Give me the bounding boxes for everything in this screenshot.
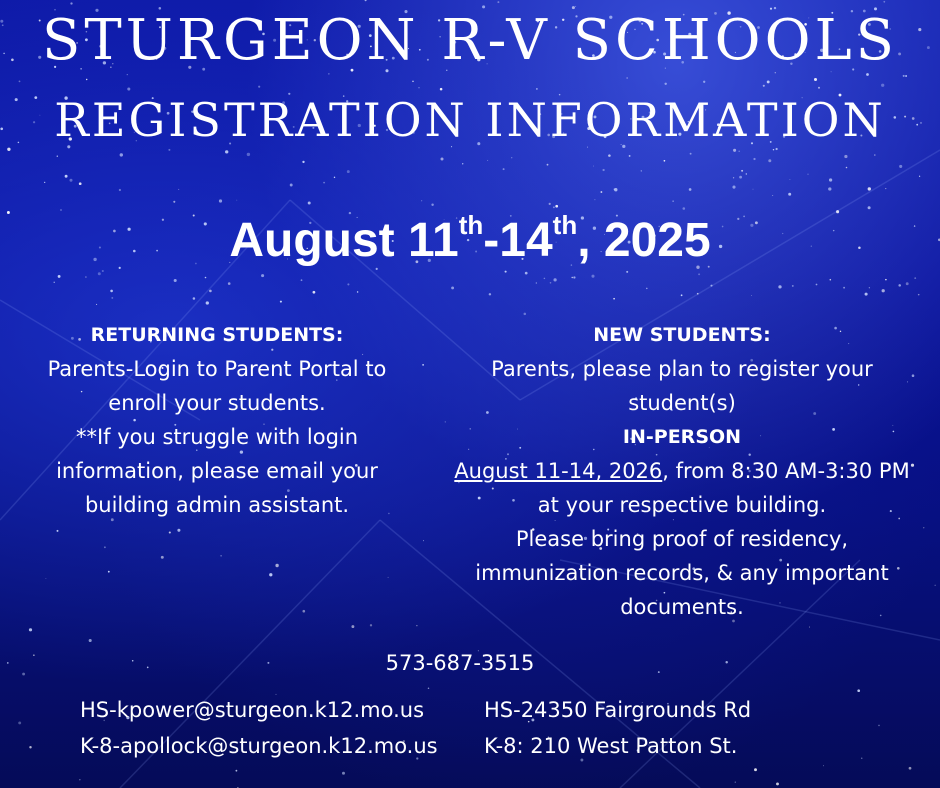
new-date-link: August 11-14, 2026 [454, 459, 663, 483]
sparkle-dot [868, 187, 871, 190]
sparkle-dot [544, 278, 546, 280]
sparkle-dot [57, 530, 59, 532]
sparkle-dot [247, 153, 250, 156]
sparkle-dot [173, 201, 175, 203]
sparkle-dot [120, 153, 123, 156]
registration-dates [0, 206, 940, 276]
sparkle-dot [753, 189, 754, 190]
sparkle-dot [421, 200, 422, 201]
sparkle-dot [228, 282, 231, 285]
sparkle-dot [29, 746, 31, 748]
sparkle-dot [899, 165, 902, 168]
sparkle-dot [536, 88, 538, 90]
sparkle-dot [177, 529, 180, 532]
sparkle-dot [733, 177, 734, 178]
sparkle-dot [347, 170, 350, 173]
returning-line-4: information, please email your [56, 459, 378, 483]
sparkle-dot [874, 154, 876, 156]
sparkle-dot [313, 291, 316, 294]
sparkle-dot [18, 721, 21, 724]
sparkle-dot [613, 188, 615, 190]
sparkle-dot [323, 182, 325, 184]
returning-students-section [8, 318, 426, 522]
sparkle-dot [664, 160, 666, 162]
sparkle-dot [451, 286, 454, 289]
sparkle-dot [418, 87, 419, 88]
sparkle-dot [111, 297, 113, 299]
sparkle-dot [169, 531, 171, 533]
returning-line-5: building admin assistant. [84, 493, 350, 517]
sparkle-dot [302, 161, 304, 163]
sparkle-dot [370, 624, 372, 626]
sparkle-dot [733, 149, 736, 152]
sparkle-dot [441, 158, 444, 161]
sparkle-dot [258, 86, 260, 88]
sparkle-dot [816, 284, 818, 286]
sparkle-dot [909, 767, 912, 770]
sparkle-dot [807, 174, 808, 175]
sparkle-dot [789, 179, 790, 180]
sparkle-dot [45, 578, 46, 579]
sparkle-dot [778, 285, 781, 288]
sparkle-dot [773, 149, 774, 150]
sparkle-dot [161, 556, 164, 559]
sparkle-dot [735, 782, 736, 783]
sparkle-dot [703, 81, 705, 83]
sparkle-dot [220, 555, 222, 557]
sparkle-dot [878, 725, 880, 727]
sparkle-dot [178, 189, 179, 190]
sparkle-dot [110, 290, 113, 293]
sparkle-dot [206, 301, 209, 304]
sparkle-dot [462, 163, 463, 164]
sparkle-dot [428, 687, 430, 689]
sparkle-dot [935, 585, 936, 586]
new-line-1: Parents, please plan to register your [491, 357, 873, 381]
sparkle-dot [269, 573, 272, 576]
sparkle-dot [79, 779, 80, 780]
k8-address: K-8: 210 West Patton St. [484, 734, 738, 758]
sparkle-dot [549, 203, 551, 205]
address-contacts [484, 692, 751, 764]
sparkle-dot [697, 293, 699, 295]
sparkle-dot [869, 287, 870, 288]
sparkle-dot [753, 158, 755, 160]
sparkle-dot [738, 150, 740, 152]
sparkle-dot [828, 187, 831, 190]
sparkle-dot [235, 770, 237, 772]
sparkle-dot [818, 87, 820, 89]
sparkle-dot [739, 176, 742, 179]
new-line-7: documents. [620, 595, 744, 619]
sparkle-dot [919, 176, 920, 177]
k8-email: K-8-apollock@sturgeon.k12.mo.us [80, 734, 438, 758]
sparkle-dot [767, 80, 770, 83]
sparkle-dot [594, 199, 595, 200]
sparkle-dot [334, 177, 335, 178]
sparkle-dot [772, 195, 773, 196]
sparkle-dot [70, 2, 72, 4]
sparkle-dot [54, 282, 55, 283]
returning-line-1: Parents-Login to Parent Portal to [47, 357, 387, 381]
date-year: , 2025 [577, 214, 711, 267]
sparkle-dot [57, 155, 58, 156]
sparkle-dot [823, 765, 824, 766]
sparkle-dot [487, 160, 488, 161]
sparkle-dot [573, 276, 575, 278]
sparkle-dot [193, 297, 196, 300]
sparkle-dot [347, 283, 349, 285]
sparkle-dot [865, 293, 868, 296]
sparkle-dot [302, 610, 305, 613]
sparkle-dot [629, 155, 631, 157]
sparkle-dot [775, 148, 777, 150]
sparkle-dot [44, 182, 45, 183]
new-line-4: at your respective building. [537, 493, 827, 517]
sparkle-dot [830, 279, 832, 281]
sparkle-dot [883, 1, 885, 3]
sparkle-dot [672, 200, 673, 201]
sparkle-dot [641, 170, 642, 171]
sparkle-dot [602, 169, 604, 171]
phone-number: 573-687-3515 [385, 651, 535, 675]
sparkle-dot [280, 301, 282, 303]
sparkle-dot [85, 276, 87, 278]
new-date-line [432, 454, 932, 488]
sparkle-dot [646, 288, 648, 290]
sparkle-dot [792, 285, 794, 287]
sparkle-dot [881, 84, 884, 87]
sparkle-dot [536, 282, 537, 283]
sparkle-dot [857, 689, 860, 692]
new-students-section [432, 318, 932, 624]
sparkle-dot [205, 277, 207, 279]
new-line-5: Please bring proof of residency, [515, 527, 849, 551]
sparkle-dot [627, 77, 628, 78]
page-title: STURGEON R-V SCHOOLS [41, 8, 899, 73]
sparkle-dot [681, 294, 683, 296]
sparkle-dot [440, 88, 443, 91]
sparkle-dot [885, 279, 887, 281]
sparkle-dot [809, 627, 810, 628]
sparkle-dot [79, 182, 82, 185]
new-line-2: student(s) [628, 391, 736, 415]
sparkle-dot [127, 87, 130, 90]
sparkle-dot [550, 282, 552, 284]
date-sup-1: th [458, 210, 484, 240]
new-heading: NEW STUDENTS: [593, 324, 771, 346]
sparkle-dot [763, 85, 765, 87]
sparkle-dot [882, 289, 885, 292]
sparkle-dot [524, 313, 527, 316]
sparkle-dot [829, 178, 832, 181]
in-person-label: IN-PERSON [622, 426, 742, 448]
sparkle-dot [290, 184, 293, 187]
sparkle-dot [600, 191, 602, 193]
sparkle-dot [608, 154, 611, 157]
sparkle-dot [751, 295, 752, 296]
date-start: August 11 [229, 214, 459, 267]
sparkle-dot [613, 298, 615, 300]
sparkle-dot [914, 277, 916, 279]
page-subtitle: REGISTRATION INFORMATION [54, 93, 886, 147]
sparkle-dot [844, 155, 847, 158]
sparkle-dot [357, 291, 358, 292]
sparkle-dot [416, 625, 417, 626]
sparkle-dot [19, 81, 21, 83]
sparkle-dot [301, 279, 303, 281]
returning-line-2: enroll your students. [108, 391, 326, 415]
returning-heading: RETURNING STUDENTS: [90, 324, 344, 346]
sparkle-dot [814, 78, 817, 81]
sparkle-dot [768, 159, 771, 162]
date-end: -14 [483, 214, 553, 267]
sparkle-dot [918, 294, 920, 296]
sparkle-dot [69, 179, 72, 182]
sparkle-dot [351, 625, 354, 628]
sparkle-dot [65, 175, 68, 178]
sparkle-dot [710, 285, 712, 287]
sparkle-dot [846, 167, 848, 169]
sparkle-dot [89, 639, 92, 642]
sparkle-dot [275, 564, 278, 567]
sparkle-dot [664, 83, 666, 85]
sparkle-dot [593, 166, 594, 167]
sparkle-dot [342, 772, 345, 775]
sparkle-dot [388, 577, 389, 578]
sparkle-dot [689, 188, 692, 191]
sparkle-dot [423, 540, 424, 541]
returning-line-3: **If you struggle with login [75, 425, 359, 449]
sparkle-dot [236, 200, 237, 201]
sparkle-dot [861, 758, 862, 759]
new-time: , from 8:30 AM-3:30 PM [662, 459, 910, 483]
sparkle-dot [119, 189, 121, 191]
hs-address: HS-24350 Fairgrounds Rd [484, 698, 752, 722]
sparkle-dot [690, 153, 692, 155]
sparkle-dot [365, 0, 367, 1]
sparkle-dot [108, 571, 110, 573]
sparkle-dot [547, 164, 549, 166]
sparkle-dot [553, 278, 556, 281]
sparkle-dot [219, 199, 222, 202]
sparkle-dot [168, 149, 170, 151]
sparkle-dot [754, 768, 757, 771]
sparkle-dot [898, 284, 901, 287]
email-contacts [80, 692, 438, 764]
sparkle-dot [746, 173, 747, 174]
sparkle-dot [885, 188, 886, 189]
sparkle-dot [788, 193, 791, 196]
sparkle-dot [571, 277, 572, 278]
sparkle-dot [7, 148, 10, 151]
sparkle-dot [732, 186, 735, 189]
sparkle-dot [209, 290, 212, 293]
sparkle-dot [308, 202, 311, 205]
sparkle-dot [741, 170, 743, 172]
sparkle-dot [86, 79, 87, 80]
date-sup-2: th [552, 210, 578, 240]
sparkle-dot [497, 1, 499, 3]
sparkle-dot [412, 81, 413, 82]
sparkle-dot [843, 287, 845, 289]
sparkle-dot [906, 282, 909, 285]
sparkle-dot [96, 304, 97, 305]
sparkle-dot [503, 168, 505, 170]
sparkle-dot [225, 150, 228, 153]
hs-email: HS-kpower@sturgeon.k12.mo.us [80, 698, 425, 722]
sparkle-dot [29, 628, 32, 631]
sparkle-dot [104, 546, 106, 548]
sparkle-dot [511, 157, 512, 158]
sparkle-dot [776, 782, 779, 785]
sparkle-dot [174, 279, 177, 282]
sparkle-dot [489, 293, 491, 295]
new-line-6: immunization records, & any important [475, 561, 889, 585]
